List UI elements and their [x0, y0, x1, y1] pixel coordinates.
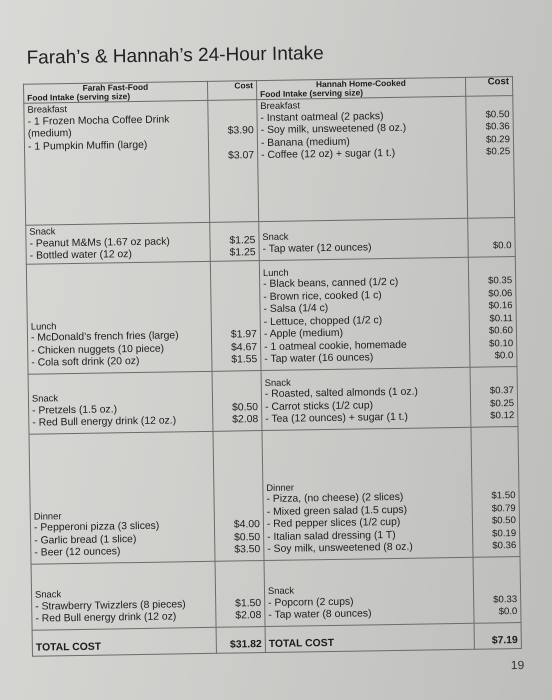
- farah-food-item: - Peanut M&Ms (1.67 oz pack): [29, 235, 170, 250]
- hannah-cost-value: $0.79: [491, 502, 516, 514]
- farah-cost-header: Cost: [207, 81, 257, 101]
- hannah-food-item: - Pizza, (no cheese) (2 slices): [266, 491, 404, 505]
- hannah-cost-cell: [468, 256, 517, 367]
- farah-food-item: - Red Bull energy drink (12 oz): [35, 611, 177, 625]
- hannah-meal-cell: [261, 367, 471, 430]
- farah-cost-cell: [207, 100, 258, 223]
- hannah-cost-value: $0.10: [489, 337, 514, 349]
- hannah-meal-block: [264, 367, 467, 426]
- farah-meal-cell: [24, 100, 210, 225]
- hannah-cost-value: $0.36: [492, 540, 517, 552]
- hannah-food-item: - Brown rice, cooked (1 c): [263, 289, 382, 303]
- hannah-food-item: - Tap water (12 ounces): [262, 241, 372, 255]
- meal-row: [29, 426, 520, 564]
- hannah-meal-block: [267, 557, 470, 622]
- farah-cost-value: $0.50: [231, 401, 259, 414]
- hannah-cost-value: $0.06: [488, 287, 513, 299]
- hannah-food-item: - Soy milk, unsweetened (8 oz.): [267, 541, 413, 555]
- farah-cost-block: [213, 222, 256, 260]
- hannah-cost-value: $0.12: [490, 410, 515, 422]
- farah-cost-block: [211, 100, 254, 163]
- hannah-meal-cell: [259, 218, 468, 260]
- farah-cost-cell: [215, 560, 265, 627]
- hannah-cost-value: $0.37: [489, 385, 514, 397]
- hannah-name: Hannah Home-Cooked: [315, 77, 406, 90]
- farah-food-item: - Chicken nuggets (10 piece): [31, 343, 165, 357]
- hannah-cost-cell: [470, 366, 518, 427]
- farah-food-item: - McDonald’s french fries (large): [30, 330, 179, 344]
- hannah-cost-value: $0.50: [485, 108, 510, 121]
- farah-cost-cell: [213, 430, 264, 561]
- farah-food-item: - Pretzels (1.5 oz.): [32, 403, 118, 417]
- hannah-meal-cell: [257, 96, 468, 221]
- farah-cost-value: $1.97: [230, 329, 257, 341]
- farah-cost-block: [213, 261, 257, 368]
- farah-food-item: - Strawberry Twizzlers (8 pieces): [35, 598, 186, 613]
- farah-cost-value: $3.07: [227, 149, 255, 162]
- farah-cost-value: $2.08: [235, 610, 262, 622]
- hannah-cost-value: $0.36: [485, 121, 510, 133]
- hannah-cost-block: [476, 557, 517, 620]
- hannah-cost-value: $0.11: [489, 312, 513, 324]
- hannah-meal-block: [262, 219, 464, 256]
- page-number: 19: [510, 657, 525, 673]
- hannah-cost-value: $0.0: [492, 239, 512, 251]
- hannah-food-item: - Italian salad dressing (1 T): [267, 529, 396, 543]
- farah-cost-value: $4.00: [233, 519, 260, 531]
- hannah-food-item: - Tap water (16 ounces): [264, 352, 374, 366]
- hannah-cost-value: $0.19: [492, 527, 517, 539]
- farah-meal-title: Snack: [31, 392, 59, 404]
- hannah-cost-block: [472, 257, 514, 364]
- farah-meal-title: Lunch: [30, 319, 57, 332]
- hannah-meal-title: Breakfast: [260, 99, 301, 112]
- hannah-food-item: - Red pepper slices (1/2 cup): [266, 516, 401, 530]
- farah-cost-value: $1.25: [229, 247, 256, 259]
- hannah-meal-title: Dinner: [266, 481, 295, 493]
- hannah-cost-value: $0.60: [488, 325, 514, 337]
- spacer: [212, 138, 254, 151]
- meal-row: [26, 256, 517, 374]
- meal-row: [24, 96, 515, 226]
- hannah-meal-cell: [264, 557, 474, 626]
- farah-total-value: $31.82: [216, 626, 266, 653]
- hannah-meal-title: Snack: [264, 376, 291, 388]
- hannah-cost-value: $0.29: [485, 133, 511, 146]
- hannah-food-item: - Carrot sticks (1/2 cup): [264, 399, 374, 413]
- hannah-cost-header: Cost: [465, 77, 513, 97]
- hannah-food-item: - Apple (medium): [263, 327, 344, 341]
- hannah-meal-block: [263, 257, 466, 366]
- meal-row: [28, 366, 518, 434]
- farah-food-item: - 1 Frozen Mocha Coffee Drink (medium): [27, 113, 170, 140]
- hannah-cost-value: $1.50: [491, 490, 516, 502]
- hannah-food-item: - Salsa (1/4 c): [263, 303, 329, 316]
- hannah-food-item: - Tap water (8 ounces): [268, 608, 372, 621]
- farah-food-item: - Beer (12 ounces): [34, 546, 121, 559]
- farah-food-item: - Pepperoni pizza (3 slices): [33, 520, 160, 534]
- hannah-cost-value: $0.25: [486, 146, 511, 158]
- farah-meal-block: [29, 223, 206, 263]
- farah-cost-value: $3.50: [234, 544, 261, 556]
- farah-meal-cell: [31, 561, 216, 630]
- hannah-cost-value: $0.16: [488, 300, 513, 312]
- hannah-cost-value: $0.25: [489, 397, 515, 409]
- intake-table: [23, 76, 522, 656]
- hannah-meal-cell: [259, 257, 470, 370]
- hannah-cost-cell: [473, 556, 521, 623]
- hannah-cost-value: $0.35: [488, 275, 513, 287]
- hannah-meal-title: Snack: [267, 584, 295, 596]
- farah-food-item: - Cola soft drink (20 oz): [31, 355, 140, 369]
- farah-meal-cell: [26, 261, 211, 374]
- farah-cost-block: [218, 561, 261, 624]
- farah-meal-cell: [29, 431, 215, 564]
- hannah-cost-value: $0.0: [494, 350, 514, 362]
- farah-cost-value: $4.67: [231, 341, 258, 354]
- farah-subheader: Food Intake (serving size): [27, 91, 131, 103]
- hannah-cost-cell: [466, 96, 515, 219]
- farah-meal-title: Dinner: [33, 509, 62, 522]
- farah-meal-block: [35, 561, 213, 626]
- page-content: [8, 12, 539, 694]
- farah-cost-block: [216, 431, 260, 558]
- hannah-food-item: - Instant oatmeal (2 packs): [260, 110, 384, 124]
- farah-meal-cell: [28, 371, 213, 434]
- farah-cost-value: $0.50: [233, 531, 261, 544]
- farah-food-item: - 1 Pumpkin Muffin (large): [27, 139, 148, 153]
- hannah-meal-title: Snack: [262, 230, 289, 243]
- hannah-food-item: - Mixed green salad (1.5 cups): [266, 504, 408, 518]
- hannah-cost-cell: [467, 218, 515, 257]
- hannah-total-value: $7.19: [474, 622, 522, 649]
- farah-food-item: - Bottled water (12 oz): [29, 249, 133, 262]
- farah-cost-block: [215, 371, 258, 428]
- hannah-subheader: Food Intake (serving size): [260, 87, 364, 100]
- hannah-food-item: - Banana (medium): [260, 136, 350, 149]
- hannah-cost-block: [471, 218, 512, 253]
- hannah-food-item: - Soy milk, unsweetened (8 oz.): [260, 122, 407, 137]
- hannah-food-item: - Coffee (12 oz) + sugar (1 t.): [261, 147, 396, 162]
- farah-cost-value: $3.90: [227, 125, 254, 137]
- farah-total-label: TOTAL COST: [32, 627, 216, 656]
- farah-cost-value: $1.50: [235, 597, 262, 610]
- meal-row: [31, 556, 521, 630]
- hannah-cost-block: [469, 96, 510, 159]
- farah-meal-title: Snack: [34, 588, 62, 600]
- farah-cost-value: $2.08: [232, 414, 259, 426]
- farah-cost-value: $1.55: [231, 354, 258, 366]
- farah-food-item: - Garlic bread (1 slice): [34, 533, 137, 547]
- farah-meal-block: [33, 431, 212, 560]
- farah-cost-cell: [209, 222, 259, 261]
- hannah-cost-block: [473, 367, 514, 424]
- page-title: Farah’s & Hannah’s 24-Hour Intake: [26, 43, 324, 69]
- hannah-food-item: - Lettuce, chopped (1/2 c): [263, 314, 383, 328]
- farah-cost-value: $1.25: [229, 234, 256, 247]
- hannah-meal-cell: [262, 427, 473, 560]
- table-body: [24, 96, 522, 656]
- hannah-total-label: TOTAL COST: [265, 623, 474, 652]
- hannah-food-item: - Black beans, canned (1/2 c): [263, 276, 399, 291]
- farah-meal-block: [32, 371, 209, 430]
- hannah-cost-value: $0.50: [491, 515, 517, 527]
- farah-cost-cell: [212, 370, 262, 431]
- farah-meal-title: Snack: [29, 225, 56, 237]
- hannah-meal-block: [260, 97, 463, 163]
- farah-meal-block: [30, 261, 208, 370]
- hannah-meal-title: Lunch: [262, 266, 289, 278]
- hannah-food-item: - Roasted, salted almonds (1 oz.): [264, 386, 418, 401]
- hannah-cost-value: $0.33: [493, 593, 518, 605]
- hannah-cost-block: [474, 427, 516, 554]
- farah-meal-title: Breakfast: [27, 103, 68, 115]
- hannah-food-item: - Popcorn (2 cups): [268, 596, 354, 609]
- farah-name: Farah Fast-Food: [82, 81, 149, 93]
- hannah-food-item: - 1 oatmeal cookie, homemade: [264, 339, 407, 353]
- farah-food-item: - Red Bull energy drink (12 oz.): [32, 415, 177, 429]
- farah-cost-cell: [210, 260, 261, 371]
- hannah-cost-value: $0.0: [498, 606, 518, 618]
- hannah-meal-block: [265, 427, 469, 556]
- hannah-food-item: - Tea (12 ounces) + sugar (1 t.): [265, 411, 409, 426]
- farah-meal-cell: [26, 222, 210, 263]
- farah-meal-block: [27, 101, 204, 154]
- hannah-cost-cell: [471, 426, 520, 557]
